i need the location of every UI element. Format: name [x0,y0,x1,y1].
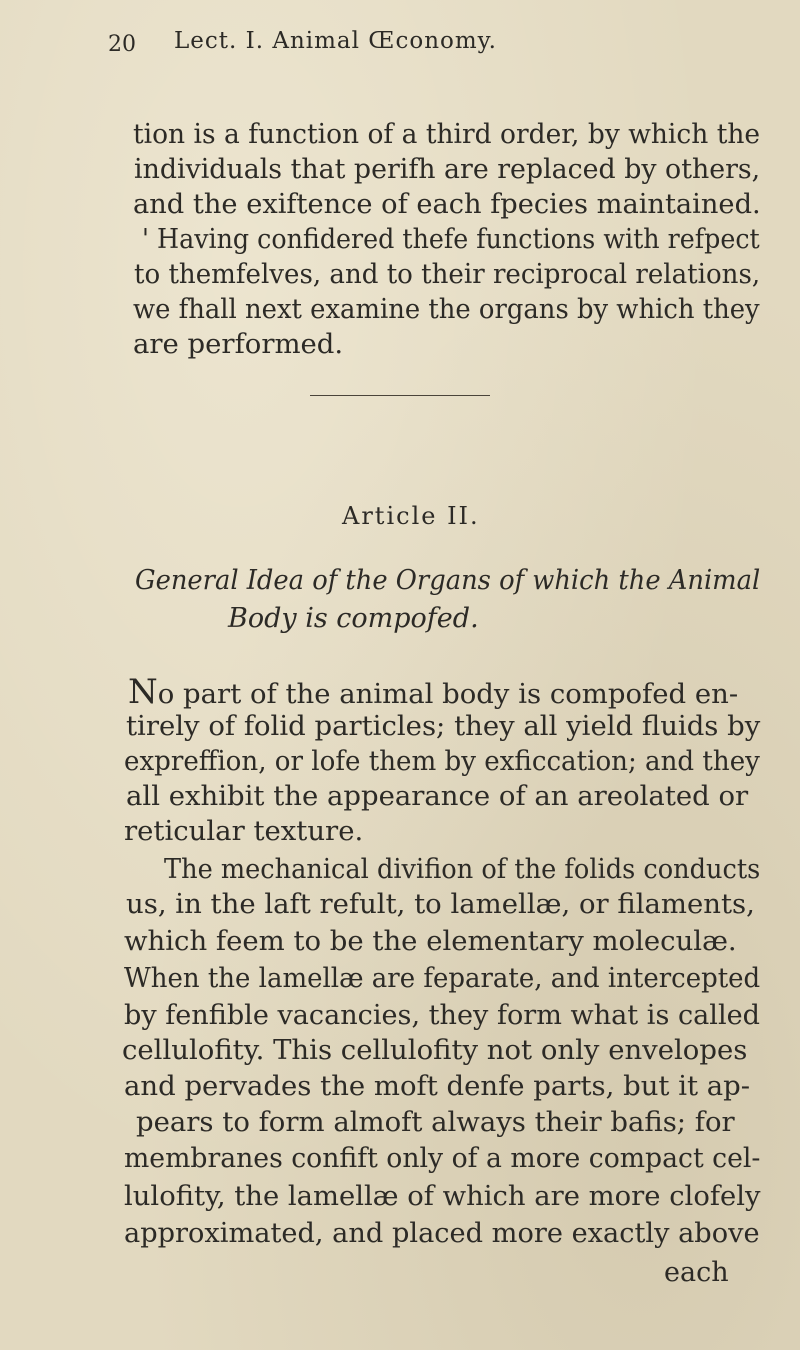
text-line: and the exiftence of each fpecies maintained. [133,188,761,220]
text-line: tion is a function of a third order, by which the [133,118,761,150]
text-line: all exhibit the appearance of an areolated or [126,780,749,812]
text-line: When the lamellæ are feparate, and intercepted [124,962,761,994]
page-number: 20 [108,32,136,57]
text-line: lulofity, the lamellæ of which are more clofely [124,1180,761,1212]
text-line: which feem to be the elementary moleculæ. [124,925,737,957]
article-subtitle-line-1: General Idea of the Organs of which the Animal [135,565,761,596]
catchword: each [664,1257,729,1288]
text-line: pears to form almoft always their bafis; for [136,1106,735,1138]
text-line: to themfelves, and to their reciprocal relations, [134,258,761,290]
drop-cap: N [128,672,158,712]
text-line: we fhall next examine the organs by which they [133,293,760,325]
article-title: Article II. [342,502,480,530]
text-line: approximated, and placed more exactly above [124,1217,760,1249]
text-line: are performed. [133,328,344,360]
text-line: by fenfible vacancies, they form what is called [124,999,761,1031]
text-line: cellulofity. This cellulofity not only envelopes [122,1034,748,1066]
text-line: tirely of folid particles; they all yield fluids by [126,710,761,742]
first-line-text: o part of the animal body is compofed en- [157,678,739,710]
text-line: expreffion, or lofe them by exficcation; and they [124,745,760,777]
text-line: The mechanical divifion of the folids conducts [164,853,761,885]
section-divider [310,395,490,396]
running-header: Lect. I. Animal Œconomy. [174,28,497,54]
text-line: us, in the laft refult, to lamellæ, or filaments, [126,888,755,920]
text-line: individuals that perifh are replaced by others, [134,153,761,185]
text-line: membranes confift only of a more compact cel- [124,1142,761,1174]
first-body-line [128,672,738,712]
text-line: ' Having confidered thefe functions with refpect [142,223,760,255]
article-subtitle-line-2: Body is compofed. [228,603,479,634]
text-line: and pervades the moft denfe parts, but it ap- [124,1070,751,1102]
text-line: reticular texture. [124,815,364,847]
